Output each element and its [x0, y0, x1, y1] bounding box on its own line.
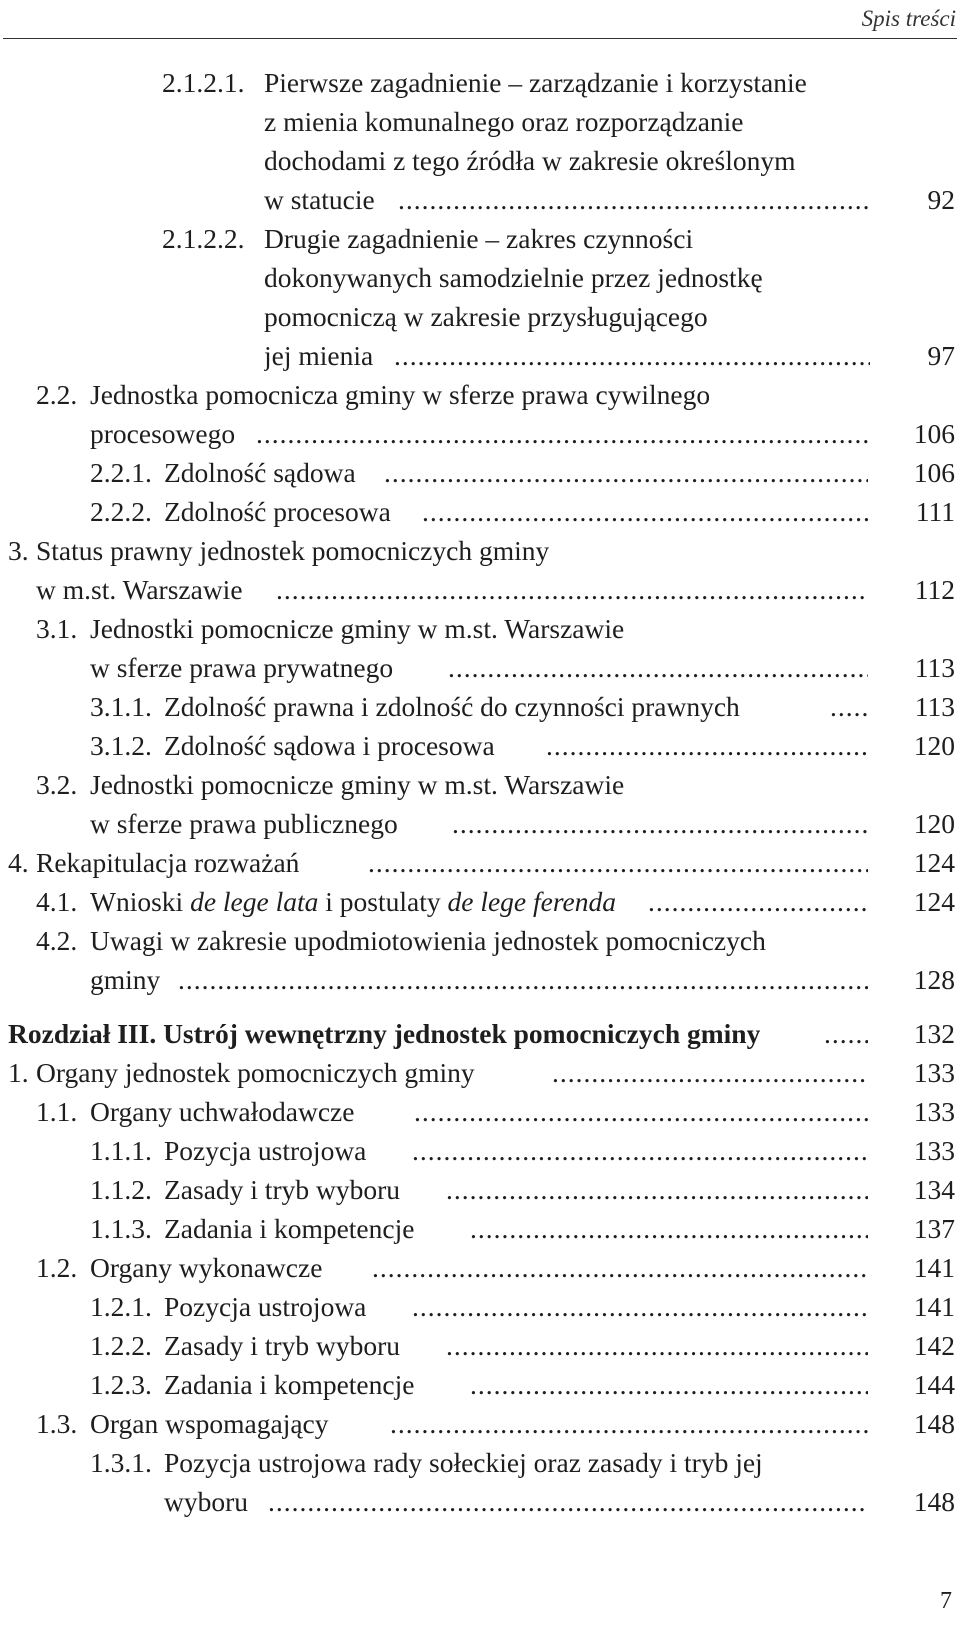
toc-entry-page: 134: [913, 1174, 955, 1205]
toc-entry-page: 97: [927, 340, 955, 371]
toc-entry-page: 112: [914, 574, 955, 605]
toc-entry-page: 120: [913, 730, 955, 761]
dot-leader: [390, 1405, 868, 1443]
toc-entry-title-line: z mienia komunalnego oraz rozporządzanie: [264, 106, 744, 137]
toc-entry-title-line: Pozycja ustrojowa: [164, 1135, 367, 1166]
toc-entry-number: 1.1.1.: [90, 1135, 152, 1166]
toc-entry-title-line: Zadania i kompetencje: [164, 1369, 415, 1400]
toc-entry-title-line: Uwagi w zakresie upodmiotowienia jednostek pomocniczych: [90, 925, 766, 956]
toc-entry-title-line: Pozycja ustrojowa: [164, 1291, 367, 1322]
toc-entry-title-line: Zasady i tryb wyboru: [164, 1174, 400, 1205]
toc-entry-page: 113: [914, 652, 955, 683]
toc-entry-page: 128: [913, 964, 955, 995]
toc-entry-title-line: Organy uchwałodawcze: [90, 1096, 355, 1127]
toc-entry-title-line: pomocniczą w zakresie przysługującego: [264, 301, 708, 332]
toc-entry-number: 1.2.: [36, 1252, 78, 1283]
dot-leader: [178, 961, 868, 999]
toc-entry-page: 113: [914, 691, 955, 722]
toc-title-italic: de lege ferenda: [447, 886, 616, 917]
toc-entry-number: 3.1.1.: [90, 691, 152, 722]
toc-entry-title-line: gminy: [90, 964, 161, 995]
toc-entry-number: 1.2.2.: [90, 1330, 152, 1361]
toc-entry-page: 124: [913, 847, 955, 878]
toc-entry-title-line: [90, 883, 616, 921]
toc-entry-page: 148: [913, 1486, 955, 1517]
toc-entry-number: 2.1.2.2.: [162, 223, 245, 254]
page-number: 7: [940, 1588, 952, 1614]
toc-chapter-title: Rozdział III. Ustrój wewnętrzny jednostek pomocniczych gminy: [8, 1018, 761, 1049]
dot-leader: [830, 688, 868, 726]
toc-entry-number: 4.: [8, 847, 29, 878]
toc-title-text: Wnioski: [90, 886, 184, 917]
toc-entry-title-line: dochodami z tego źródła w zakresie określonym: [264, 145, 796, 176]
dot-leader: [384, 454, 868, 492]
toc-entry-number: 1.3.: [36, 1408, 78, 1439]
dot-leader: [398, 181, 870, 219]
toc-entry-number: 1.1.2.: [90, 1174, 152, 1205]
toc-entry-page: 144: [913, 1369, 955, 1400]
dot-leader: [446, 1327, 868, 1365]
running-header: Spis treści: [861, 6, 956, 31]
toc-entry-title-line: Zasady i tryb wyboru: [164, 1330, 400, 1361]
toc-entry-page: 137: [913, 1213, 955, 1244]
toc-entry-page: 111: [915, 496, 955, 527]
toc-entry-page: 133: [913, 1057, 955, 1088]
toc-entry-number: 2.1.2.1.: [162, 67, 245, 98]
toc-entry-title-line: Drugie zagadnienie – zakres czynności: [264, 223, 694, 254]
toc-entry-title-line: Organ wspomagający: [90, 1408, 329, 1439]
toc-entry-number: 1.2.1.: [90, 1291, 152, 1322]
dot-leader: [412, 1288, 868, 1326]
toc-entry-number: 2.2.1.: [90, 457, 152, 488]
dot-leader: [414, 1093, 868, 1131]
toc-entry-title-line: Zdolność sądowa i procesowa: [164, 730, 495, 761]
toc-entry-title-line: w statucie: [264, 184, 375, 215]
toc-entry-page: 106: [913, 457, 955, 488]
dot-leader: [394, 337, 870, 375]
toc-entry-page: 148: [913, 1408, 955, 1439]
toc-entry-title-line: Jednostka pomocnicza gminy w sferze prawa cywilnego: [90, 379, 711, 410]
toc-entry-title-line: Zdolność prawna i zdolność do czynności prawnych: [164, 691, 740, 722]
dot-leader: [256, 415, 868, 453]
dot-leader: [268, 1483, 868, 1521]
toc-entry-number: 3.1.: [36, 613, 78, 644]
toc-entry-page: 106: [913, 418, 955, 449]
dot-leader: [470, 1366, 868, 1404]
toc-entry-number: 4.2.: [36, 925, 78, 956]
toc-entry-title-line: Organy jednostek pomocniczych gminy: [36, 1057, 475, 1088]
toc-entry-page: 141: [913, 1252, 955, 1283]
toc-entry-title-line: Zdolność sądowa: [164, 457, 356, 488]
toc-title-text: i postulaty: [325, 886, 441, 917]
toc-entry-page: 92: [927, 184, 955, 215]
toc-entry-number: 4.1.: [36, 886, 78, 917]
toc-entry-title-line: Zdolność procesowa: [164, 496, 391, 527]
dot-leader: [412, 1132, 868, 1170]
dot-leader: [546, 727, 868, 765]
toc-entry-number: 1.: [8, 1057, 29, 1088]
dot-leader: [446, 1171, 868, 1209]
toc-entry-number: 1.1.3.: [90, 1213, 152, 1244]
toc-entry-number: 3.2.: [36, 769, 78, 800]
dot-leader: [276, 571, 868, 609]
dot-leader: [452, 805, 868, 843]
toc-entry-title-line: wyboru: [164, 1486, 249, 1517]
toc-entry-page: 142: [913, 1330, 955, 1361]
toc-entry-page: 141: [913, 1291, 955, 1322]
toc-entry-number: 1.3.1.: [90, 1447, 152, 1478]
toc-entry-title-line: Status prawny jednostek pomocniczych gminy: [36, 535, 550, 566]
toc-entry-title-line: dokonywanych samodzielnie przez jednostkę: [264, 262, 763, 293]
toc-entry-title-line: w sferze prawa prywatnego: [90, 652, 394, 683]
toc-entry-title-line: Pozycja ustrojowa rady sołeckiej oraz zasady i tryb jej: [164, 1447, 763, 1478]
toc-entry-number: 1.2.3.: [90, 1369, 152, 1400]
dot-leader: [470, 1210, 868, 1248]
toc-entry-number: 2.2.: [36, 379, 78, 410]
dot-leader: [824, 1015, 868, 1053]
toc-entry-page: 132: [913, 1018, 955, 1049]
toc-entry-title-line: Jednostki pomocnicze gminy w m.st. Warszawie: [90, 613, 625, 644]
toc-entry-page: 120: [913, 808, 955, 839]
dot-leader: [648, 883, 868, 921]
toc-entry-page: 133: [913, 1135, 955, 1166]
toc-entry-title-line: procesowego: [90, 418, 236, 449]
toc-entry-title-line: Organy wykonawcze: [90, 1252, 323, 1283]
toc-entry-title-line: w sferze prawa publicznego: [90, 808, 398, 839]
toc-title-italic: de lege lata: [190, 886, 319, 917]
toc-entry-number: 3.1.2.: [90, 730, 152, 761]
toc-entry-title-line: Rekapitulacja rozważań: [36, 847, 300, 878]
dot-leader: [422, 493, 868, 531]
toc-entry-title-line: Pierwsze zagadnienie – zarządzanie i korzystanie: [264, 67, 807, 98]
toc-entry-title-line: Zadania i kompetencje: [164, 1213, 415, 1244]
toc-entry-number: 1.1.: [36, 1096, 78, 1127]
dot-leader: [372, 1249, 868, 1287]
dot-leader: [368, 844, 868, 882]
toc-entry-page: 133: [913, 1096, 955, 1127]
dot-leader: [448, 649, 868, 687]
toc-entry-title-line: w m.st. Warszawie: [36, 574, 243, 605]
toc-entry-number: 2.2.2.: [90, 496, 152, 527]
dot-leader: [552, 1054, 868, 1092]
toc-entry-number: 3.: [8, 535, 29, 566]
toc-entry-title-line: jej mienia: [264, 340, 374, 371]
toc-entry-page: 124: [913, 886, 955, 917]
toc-entry-title-line: Jednostki pomocnicze gminy w m.st. Warszawie: [90, 769, 625, 800]
